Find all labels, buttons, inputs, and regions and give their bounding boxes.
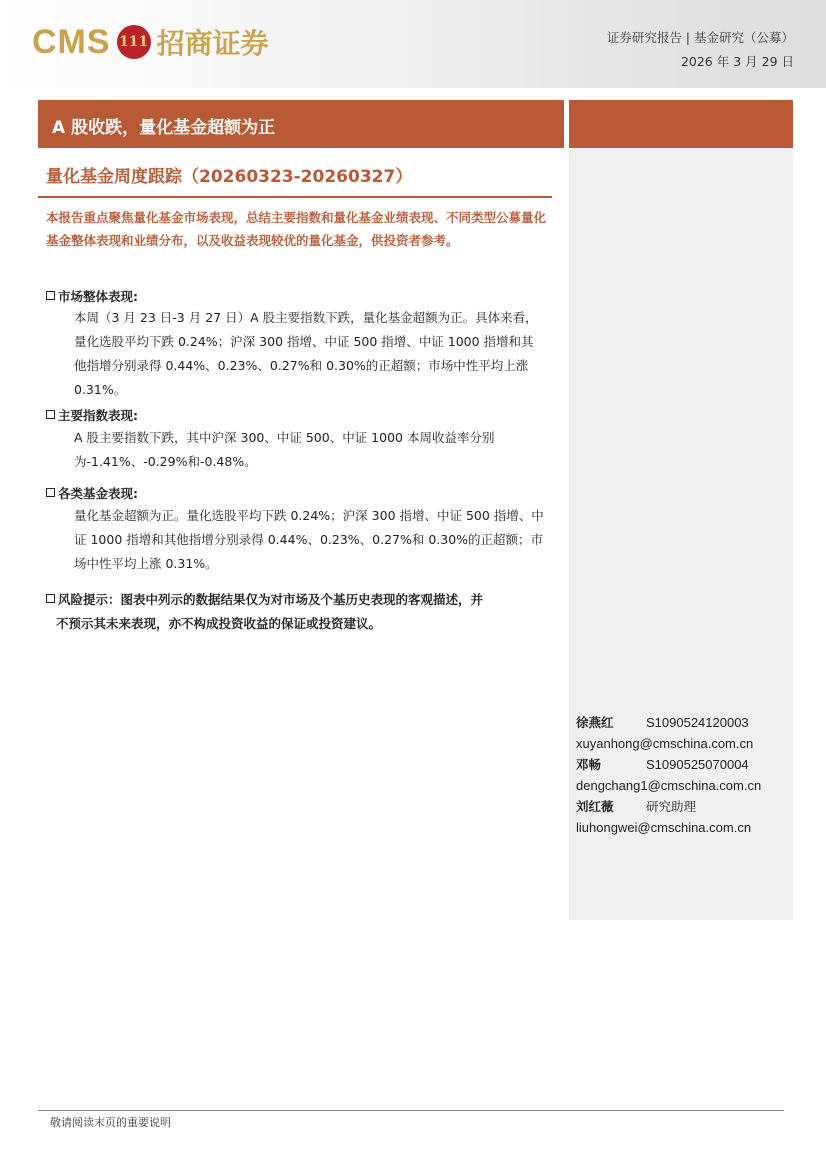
analyst-email[interactable]: liuhongwei@cmschina.com.cn xyxy=(576,820,752,835)
section-body-funds: 量化基金超额为正。量化选股平均下跌 0.24%；沪深 300 指增、中证 500 指增、中证 1000 指增和其他指增分别录得 0.44%、0.23%、0.27%和 0.30%的正超额；市场中性平均上涨 0.31%。 xyxy=(74,508,544,571)
footer-note: 敬请阅读末页的重要说明 xyxy=(50,1116,171,1129)
logo-company-name: 招商证券 xyxy=(156,27,269,60)
analyst-name: 邓畅 xyxy=(576,757,602,772)
subtitle-divider xyxy=(38,196,552,198)
section-heading-indices xyxy=(46,406,138,424)
footer-divider xyxy=(38,1110,784,1111)
section-heading-label: 各类基金表现: xyxy=(58,486,138,501)
analyst-row xyxy=(576,712,761,733)
checkbox-bullet-icon xyxy=(46,594,55,603)
risk-line-1: 风险提示：图表中列示的数据结果仅为对市场及个基历史表现的客观描述，并 xyxy=(58,592,484,607)
analyst-name: 刘红薇 xyxy=(576,799,614,814)
logo-cms-text: CMS xyxy=(32,22,111,61)
analyst-row xyxy=(576,796,761,817)
analyst-role: 研究助理 xyxy=(646,799,697,814)
section-body-market: 本周（3 月 23 日-3 月 27 日）A 股主要指数下跌，量化基金超额为正。具体来看，量化选股平均下跌 0.24%；沪深 300 指增、中证 500 指增、中证 1000 指增和其他指增分别录得 0.44%、0.23%、0.27%和 0.30%的正超额；市场中性平均上涨 0.31%。 xyxy=(74,310,538,397)
analyst-list xyxy=(576,712,761,838)
checkbox-bullet-icon xyxy=(46,410,55,419)
risk-line-2: 不预示其未来表现，亦不构成投资收益的保证或投资建议。 xyxy=(56,616,382,631)
sidebar-header-bar xyxy=(569,100,793,148)
report-date: 2026 年 3 月 29 日 xyxy=(680,54,794,69)
section-heading-label: 主要指数表现: xyxy=(58,408,138,423)
header-meta xyxy=(607,26,794,74)
analyst-id: S1090524120003 xyxy=(646,715,749,730)
section-heading-funds xyxy=(46,484,138,502)
analyst-email[interactable]: dengchang1@cmschina.com.cn xyxy=(576,778,762,793)
section-body-indices: A 股主要指数下跌，其中沪深 300、中证 500、中证 1000 本周收益率分别为-1.41%、-0.29%和-0.48%。 xyxy=(74,430,495,469)
analyst-id: S1090525070004 xyxy=(646,757,749,772)
section-heading-label: 市场整体表现: xyxy=(58,289,138,304)
company-logo xyxy=(32,22,269,62)
analyst-name: 徐燕红 xyxy=(576,715,614,730)
report-subtitle: 量化基金周度跟踪（20260323-20260327） xyxy=(46,167,413,187)
checkbox-bullet-icon xyxy=(46,291,55,300)
analyst-row xyxy=(576,754,761,775)
report-type: 证券研究报告 | 基金研究（公募） xyxy=(606,30,794,45)
analyst-email[interactable]: xuyanhong@cmschina.com.cn xyxy=(576,736,754,751)
report-title: A 股收跌，量化基金超额为正 xyxy=(52,118,276,138)
logo-seal-icon: 111 xyxy=(117,25,151,59)
summary-text: 本报告重点聚焦量化基金市场表现，总结主要指数和量化基金业绩表现、不同类型公募量化基金整体表现和业绩分布，以及收益表现较优的量化基金，供投资者参考。 xyxy=(46,210,547,248)
risk-warning xyxy=(46,588,552,636)
section-heading-market xyxy=(46,287,138,305)
checkbox-bullet-icon xyxy=(46,488,55,497)
title-bar xyxy=(38,100,564,148)
